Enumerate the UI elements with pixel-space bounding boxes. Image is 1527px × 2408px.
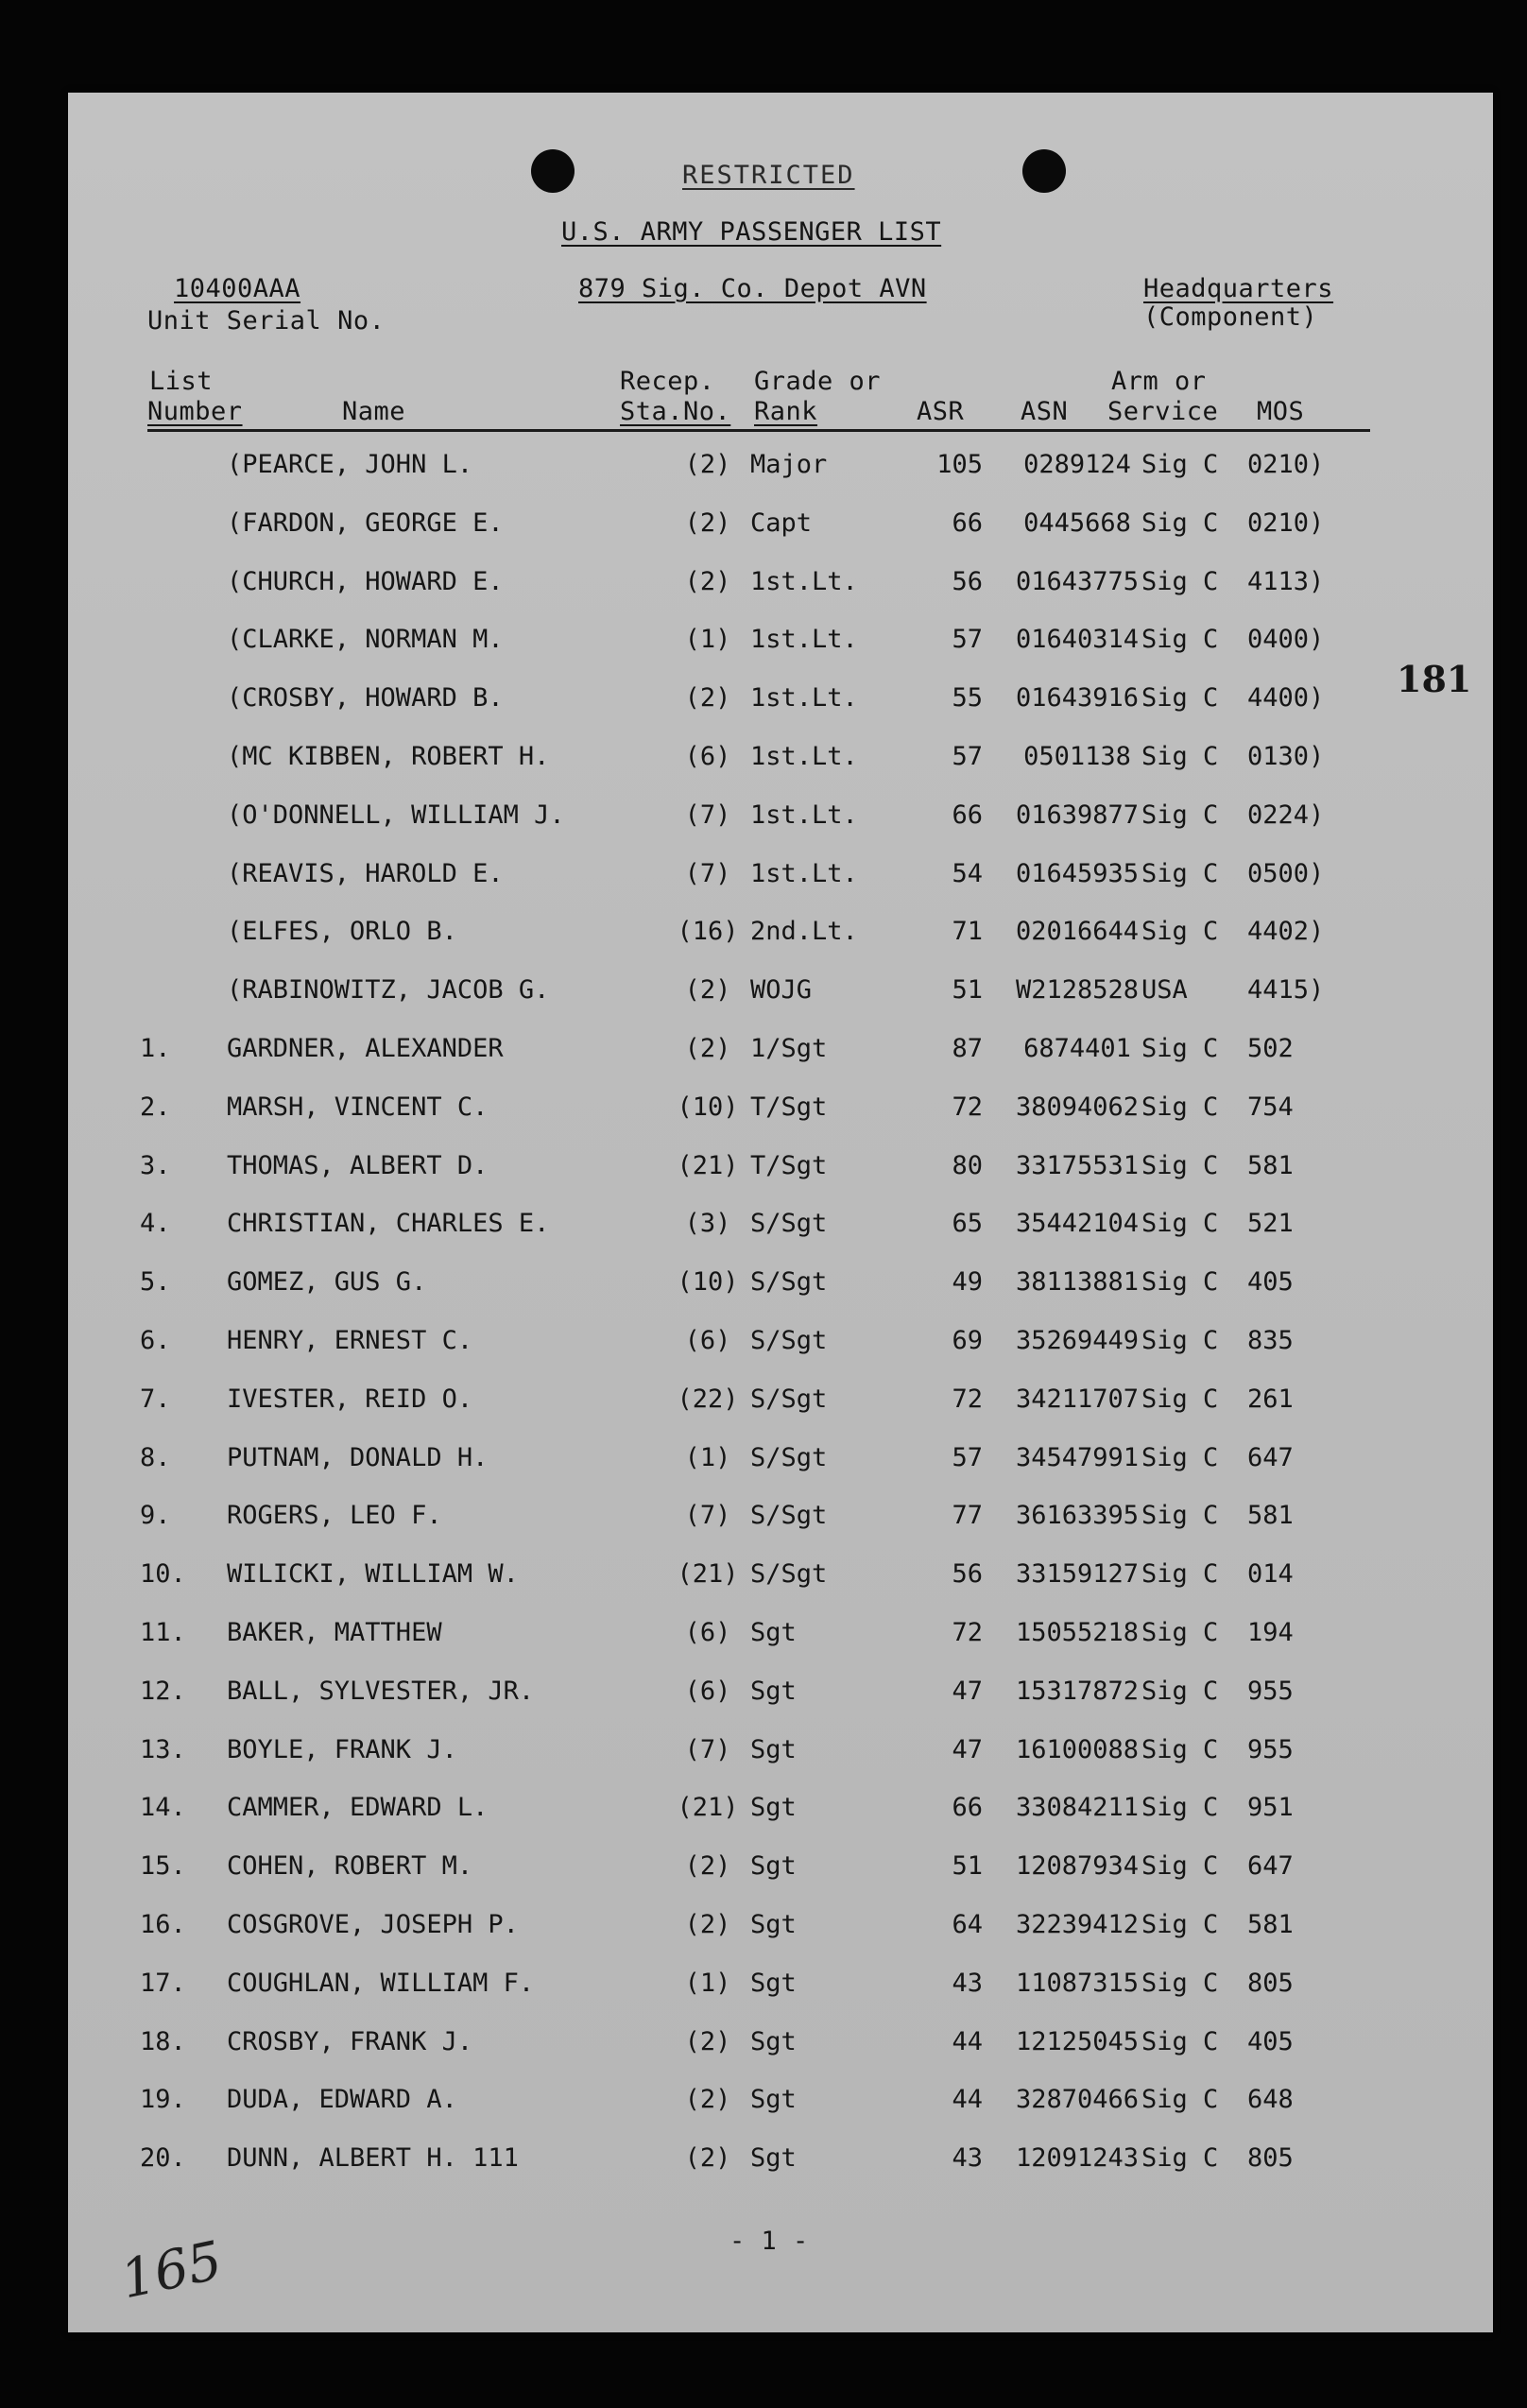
passenger-name: BOYLE, FRANK J.: [227, 1735, 457, 1764]
grade-rank: T/Sgt: [750, 1151, 828, 1180]
asr-score: 65: [952, 1209, 983, 1238]
punch-hole: [1022, 149, 1066, 193]
grade-rank: Sgt: [750, 1969, 797, 1998]
asr-score: 69: [952, 1326, 983, 1355]
asr-score: 72: [952, 1092, 983, 1122]
asr-score: 71: [952, 917, 983, 946]
army-serial-number: 32239412: [1015, 1910, 1140, 1939]
grade-rank: T/Sgt: [750, 1092, 828, 1122]
army-serial-number: 01640314: [1015, 625, 1140, 654]
mos-code: 805: [1247, 1969, 1294, 1998]
passenger-name: (PEARCE, JOHN L.: [227, 450, 473, 479]
grade-rank: Major: [750, 450, 828, 479]
mos-code: 581: [1247, 1501, 1294, 1530]
passenger-name: IVESTER, REID O.: [227, 1385, 473, 1414]
arm-service: Sig C: [1141, 917, 1219, 946]
grade-rank: 1st.Lt.: [750, 800, 858, 830]
unit-name: 879 Sig. Co. Depot AVN: [578, 274, 927, 303]
grade-rank: S/Sgt: [750, 1559, 828, 1589]
header-asn: ASN: [1021, 397, 1069, 426]
asr-score: 72: [952, 1385, 983, 1414]
passenger-name: CROSBY, FRANK J.: [227, 2027, 473, 2056]
mos-code: 014: [1247, 1559, 1294, 1589]
table-row: [68, 625, 1493, 662]
table-row: [68, 1851, 1493, 1889]
recep-station: (2): [684, 1034, 731, 1063]
table-row: [68, 1443, 1493, 1481]
classification-stamp: RESTRICTED: [682, 161, 855, 190]
army-serial-number: 12091243: [1015, 2143, 1140, 2173]
army-serial-number: 0501138: [1023, 742, 1131, 771]
arm-service: Sig C: [1141, 1793, 1219, 1822]
table-row: [68, 1151, 1493, 1189]
army-serial-number: 01643775: [1015, 567, 1140, 596]
table-row: [68, 1969, 1493, 2006]
passenger-name: GARDNER, ALEXANDER: [227, 1034, 504, 1063]
grade-rank: Sgt: [750, 1851, 797, 1881]
grade-rank: S/Sgt: [750, 1385, 828, 1414]
passenger-name: (FARDON, GEORGE E.: [227, 508, 504, 538]
table-row: [68, 975, 1493, 1013]
army-serial-number: 35442104: [1015, 1209, 1140, 1238]
army-serial-number: 01645935: [1015, 859, 1140, 888]
army-serial-number: 0289124: [1023, 450, 1131, 479]
page-number: - 1 -: [729, 2227, 809, 2256]
army-serial-number: 33159127: [1015, 1559, 1140, 1589]
recep-station: (6): [684, 1618, 731, 1647]
arm-service: Sig C: [1141, 1618, 1219, 1647]
army-serial-number: 12087934: [1015, 1851, 1140, 1881]
table-row: [68, 567, 1493, 605]
header-arm-line2: Service: [1107, 397, 1219, 426]
table-row: [68, 800, 1493, 838]
army-serial-number: 33084211: [1015, 1793, 1140, 1822]
grade-rank: Sgt: [750, 1793, 797, 1822]
list-number: 6.: [140, 1326, 171, 1355]
recep-station: (22): [677, 1385, 739, 1414]
list-number: 19.: [140, 2085, 186, 2114]
passenger-name: DUNN, ALBERT H. 111: [227, 2143, 519, 2173]
mos-code: 648: [1247, 2085, 1294, 2114]
recep-station: (1): [684, 625, 731, 654]
asr-score: 105: [936, 450, 983, 479]
mos-code: 0210): [1247, 450, 1325, 479]
list-number: 1.: [140, 1034, 171, 1063]
asr-score: 51: [952, 1851, 983, 1881]
asr-score: 72: [952, 1618, 983, 1647]
recep-station: (2): [684, 1851, 731, 1881]
grade-rank: 1/Sgt: [750, 1034, 828, 1063]
table-row: [68, 1267, 1493, 1305]
grade-rank: 1st.Lt.: [750, 683, 858, 713]
arm-service: Sig C: [1141, 1267, 1219, 1297]
asr-score: 57: [952, 742, 983, 771]
arm-service: Sig C: [1141, 1209, 1219, 1238]
list-number: 11.: [140, 1618, 186, 1647]
arm-service: Sig C: [1141, 1326, 1219, 1355]
list-number: 20.: [140, 2143, 186, 2173]
table-row: [68, 2027, 1493, 2065]
recep-station: (21): [677, 1151, 739, 1180]
list-number: 5.: [140, 1267, 171, 1297]
grade-rank: Sgt: [750, 2085, 797, 2114]
table-row: [68, 683, 1493, 721]
recep-station: (7): [684, 1501, 731, 1530]
arm-service: Sig C: [1141, 2143, 1219, 2173]
mos-code: 4415): [1247, 975, 1325, 1005]
mos-code: 521: [1247, 1209, 1294, 1238]
header-rule: [147, 429, 1370, 432]
mos-code: 405: [1247, 1267, 1294, 1297]
arm-service: USA: [1141, 975, 1188, 1005]
component-name: Headquarters: [1143, 274, 1334, 303]
army-serial-number: 01643916: [1015, 683, 1140, 713]
arm-service: Sig C: [1141, 742, 1219, 771]
grade-rank: 1st.Lt.: [750, 567, 858, 596]
grade-rank: 1st.Lt.: [750, 625, 858, 654]
table-row: [68, 1618, 1493, 1656]
asr-score: 56: [952, 1559, 983, 1589]
passenger-name: THOMAS, ALBERT D.: [227, 1151, 489, 1180]
mos-code: 0130): [1247, 742, 1325, 771]
army-serial-number: 38094062: [1015, 1092, 1140, 1122]
passenger-name: (MC KIBBEN, ROBERT H.: [227, 742, 550, 771]
asr-score: 80: [952, 1151, 983, 1180]
mos-code: 0400): [1247, 625, 1325, 654]
asr-score: 64: [952, 1910, 983, 1939]
passenger-name: COSGROVE, JOSEPH P.: [227, 1910, 519, 1939]
table-row: [68, 2143, 1493, 2181]
grade-rank: 1st.Lt.: [750, 859, 858, 888]
arm-service: Sig C: [1141, 1910, 1219, 1939]
passenger-name: ROGERS, LEO F.: [227, 1501, 442, 1530]
grade-rank: Capt: [750, 508, 813, 538]
grade-rank: Sgt: [750, 1910, 797, 1939]
asr-score: 66: [952, 508, 983, 538]
asr-score: 56: [952, 567, 983, 596]
list-number: 17.: [140, 1969, 186, 1998]
stamp-number: 181: [1397, 658, 1472, 700]
army-serial-number: 12125045: [1015, 2027, 1140, 2056]
grade-rank: 2nd.Lt.: [750, 917, 858, 946]
passenger-name: BAKER, MATTHEW: [227, 1618, 442, 1647]
asr-score: 66: [952, 800, 983, 830]
arm-service: Sig C: [1141, 1151, 1219, 1180]
unit-serial-number: 10400AAA: [174, 274, 301, 303]
asr-score: 57: [952, 1443, 983, 1472]
recep-station: (7): [684, 859, 731, 888]
document-page: [68, 93, 1493, 2332]
list-number: 8.: [140, 1443, 171, 1472]
header-recep-line1: Recep.: [620, 367, 715, 396]
army-serial-number: 32870466: [1015, 2085, 1140, 2114]
mos-code: 581: [1247, 1910, 1294, 1939]
army-serial-number: 02016644: [1015, 917, 1140, 946]
army-serial-number: 35269449: [1015, 1326, 1140, 1355]
grade-rank: Sgt: [750, 2143, 797, 2173]
mos-code: 647: [1247, 1851, 1294, 1881]
passenger-name: DUDA, EDWARD A.: [227, 2085, 457, 2114]
grade-rank: S/Sgt: [750, 1501, 828, 1530]
grade-rank: Sgt: [750, 1618, 797, 1647]
mos-code: 0224): [1247, 800, 1325, 830]
arm-service: Sig C: [1141, 2027, 1219, 2056]
list-number: 16.: [140, 1910, 186, 1939]
passenger-name: (CHURCH, HOWARD E.: [227, 567, 504, 596]
handwritten-note: 165: [115, 2229, 228, 2312]
army-serial-number: 34211707: [1015, 1385, 1140, 1414]
list-number: 12.: [140, 1677, 186, 1706]
army-serial-number: 15317872: [1015, 1677, 1140, 1706]
arm-service: Sig C: [1141, 1559, 1219, 1589]
recep-station: (6): [684, 742, 731, 771]
army-serial-number: 0445668: [1023, 508, 1131, 538]
passenger-name: (CROSBY, HOWARD B.: [227, 683, 504, 713]
army-serial-number: 6874401: [1023, 1034, 1131, 1063]
asr-score: 49: [952, 1267, 983, 1297]
passenger-name: HENRY, ERNEST C.: [227, 1326, 473, 1355]
recep-station: (2): [684, 1910, 731, 1939]
passenger-name: (RABINOWITZ, JACOB G.: [227, 975, 550, 1005]
header-asr: ASR: [917, 397, 965, 426]
arm-service: Sig C: [1141, 1034, 1219, 1063]
army-serial-number: 11087315: [1015, 1969, 1140, 1998]
list-number: 4.: [140, 1209, 171, 1238]
asr-score: 43: [952, 2143, 983, 2173]
asr-score: 57: [952, 625, 983, 654]
recep-station: (2): [684, 683, 731, 713]
arm-service: Sig C: [1141, 1677, 1219, 1706]
grade-rank: Sgt: [750, 1735, 797, 1764]
table-row: [68, 1385, 1493, 1422]
passenger-name: BALL, SYLVESTER, JR.: [227, 1677, 535, 1706]
recep-station: (1): [684, 1443, 731, 1472]
recep-station: (2): [684, 2143, 731, 2173]
recep-station: (2): [684, 2027, 731, 2056]
asr-score: 87: [952, 1034, 983, 1063]
passenger-name: (ELFES, ORLO B.: [227, 917, 457, 946]
table-row: [68, 1209, 1493, 1247]
recep-station: (7): [684, 800, 731, 830]
component-label: (Component): [1143, 302, 1318, 332]
recep-station: (21): [677, 1793, 739, 1822]
mos-code: 955: [1247, 1735, 1294, 1764]
recep-station: (16): [677, 917, 739, 946]
asr-score: 77: [952, 1501, 983, 1530]
header-arm-line1: Arm or: [1111, 367, 1207, 396]
army-serial-number: 15055218: [1015, 1618, 1140, 1647]
arm-service: Sig C: [1141, 625, 1219, 654]
arm-service: Sig C: [1141, 800, 1219, 830]
passenger-name: CHRISTIAN, CHARLES E.: [227, 1209, 550, 1238]
passenger-name: (CLARKE, NORMAN M.: [227, 625, 504, 654]
arm-service: Sig C: [1141, 508, 1219, 538]
passenger-name: PUTNAM, DONALD H.: [227, 1443, 489, 1472]
list-number: 15.: [140, 1851, 186, 1881]
recep-station: (10): [677, 1267, 739, 1297]
mos-code: 754: [1247, 1092, 1294, 1122]
asr-score: 66: [952, 1793, 983, 1822]
grade-rank: S/Sgt: [750, 1326, 828, 1355]
header-list-number-line1: List: [149, 367, 214, 396]
mos-code: 581: [1247, 1151, 1294, 1180]
asr-score: 51: [952, 975, 983, 1005]
list-number: 10.: [140, 1559, 186, 1589]
asr-score: 47: [952, 1677, 983, 1706]
table-row: [68, 1034, 1493, 1072]
asr-score: 44: [952, 2085, 983, 2114]
mos-code: 835: [1247, 1326, 1294, 1355]
grade-rank: S/Sgt: [750, 1267, 828, 1297]
asr-score: 44: [952, 2027, 983, 2056]
list-number: 18.: [140, 2027, 186, 2056]
mos-code: 951: [1247, 1793, 1294, 1822]
passenger-name: WILICKI, WILLIAM W.: [227, 1559, 519, 1589]
passenger-name: (O'DONNELL, WILLIAM J.: [227, 800, 565, 830]
recep-station: (7): [684, 1735, 731, 1764]
grade-rank: Sgt: [750, 2027, 797, 2056]
header-list-number-line2: Number: [147, 397, 243, 426]
asr-score: 55: [952, 683, 983, 713]
table-row: [68, 450, 1493, 488]
table-row: [68, 1735, 1493, 1773]
asr-score: 54: [952, 859, 983, 888]
table-row: [68, 917, 1493, 955]
mos-code: 194: [1247, 1618, 1294, 1647]
mos-code: 4400): [1247, 683, 1325, 713]
table-row: [68, 1501, 1493, 1539]
mos-code: 0210): [1247, 508, 1325, 538]
recep-station: (3): [684, 1209, 731, 1238]
list-number: 7.: [140, 1385, 171, 1414]
header-recep-line2: Sta.No.: [620, 397, 731, 426]
asr-score: 43: [952, 1969, 983, 1998]
army-serial-number: 36163395: [1015, 1501, 1140, 1530]
army-serial-number: 34547991: [1015, 1443, 1140, 1472]
mos-code: 805: [1247, 2143, 1294, 2173]
mos-code: 405: [1247, 2027, 1294, 2056]
asr-score: 47: [952, 1735, 983, 1764]
passenger-name: CAMMER, EDWARD L.: [227, 1793, 489, 1822]
grade-rank: S/Sgt: [750, 1443, 828, 1472]
table-row: [68, 1677, 1493, 1714]
list-number: 9.: [140, 1501, 171, 1530]
grade-rank: 1st.Lt.: [750, 742, 858, 771]
table-row: [68, 1559, 1493, 1597]
passenger-name: COHEN, ROBERT M.: [227, 1851, 473, 1881]
recep-station: (2): [684, 567, 731, 596]
recep-station: (2): [684, 508, 731, 538]
recep-station: (10): [677, 1092, 739, 1122]
arm-service: Sig C: [1141, 1092, 1219, 1122]
grade-rank: S/Sgt: [750, 1209, 828, 1238]
arm-service: Sig C: [1141, 1969, 1219, 1998]
mos-code: 4402): [1247, 917, 1325, 946]
recep-station: (6): [684, 1677, 731, 1706]
table-row: [68, 1910, 1493, 1948]
mos-code: 4113): [1247, 567, 1325, 596]
table-row: [68, 859, 1493, 897]
arm-service: Sig C: [1141, 1501, 1219, 1530]
mos-code: 502: [1247, 1034, 1294, 1063]
unit-serial-label: Unit Serial No.: [147, 306, 386, 335]
army-serial-number: W2128528: [1015, 975, 1140, 1005]
arm-service: Sig C: [1141, 1735, 1219, 1764]
arm-service: Sig C: [1141, 567, 1219, 596]
list-number: 2.: [140, 1092, 171, 1122]
army-serial-number: 38113881: [1015, 1267, 1140, 1297]
arm-service: Sig C: [1141, 683, 1219, 713]
punch-hole: [531, 149, 575, 193]
army-serial-number: 33175531: [1015, 1151, 1140, 1180]
recep-station: (2): [684, 2085, 731, 2114]
table-row: [68, 742, 1493, 780]
list-number: 14.: [140, 1793, 186, 1822]
passenger-name: MARSH, VINCENT C.: [227, 1092, 489, 1122]
table-row: [68, 2085, 1493, 2123]
arm-service: Sig C: [1141, 1385, 1219, 1414]
table-row: [68, 508, 1493, 546]
grade-rank: WOJG: [750, 975, 813, 1005]
mos-code: 647: [1247, 1443, 1294, 1472]
grade-rank: Sgt: [750, 1677, 797, 1706]
army-serial-number: 01639877: [1015, 800, 1140, 830]
header-mos: MOS: [1257, 397, 1305, 426]
mos-code: 0500): [1247, 859, 1325, 888]
arm-service: Sig C: [1141, 2085, 1219, 2114]
mos-code: 261: [1247, 1385, 1294, 1414]
table-row: [68, 1092, 1493, 1130]
list-number: 3.: [140, 1151, 171, 1180]
header-grade-line2: Rank: [754, 397, 818, 426]
passenger-name: COUGHLAN, WILLIAM F.: [227, 1969, 535, 1998]
arm-service: Sig C: [1141, 859, 1219, 888]
table-row: [68, 1326, 1493, 1364]
header-grade-line1: Grade or: [754, 367, 882, 396]
recep-station: (2): [684, 975, 731, 1005]
recep-station: (2): [684, 450, 731, 479]
passenger-name: GOMEZ, GUS G.: [227, 1267, 427, 1297]
arm-service: Sig C: [1141, 1851, 1219, 1881]
arm-service: Sig C: [1141, 450, 1219, 479]
table-row: [68, 1793, 1493, 1831]
document-title: U.S. ARMY PASSENGER LIST: [561, 217, 942, 247]
arm-service: Sig C: [1141, 1443, 1219, 1472]
list-number: 13.: [140, 1735, 186, 1764]
recep-station: (6): [684, 1326, 731, 1355]
recep-station: (1): [684, 1969, 731, 1998]
passenger-name: (REAVIS, HAROLD E.: [227, 859, 504, 888]
header-name: Name: [342, 397, 406, 426]
recep-station: (21): [677, 1559, 739, 1589]
army-serial-number: 16100088: [1015, 1735, 1140, 1764]
mos-code: 955: [1247, 1677, 1294, 1706]
